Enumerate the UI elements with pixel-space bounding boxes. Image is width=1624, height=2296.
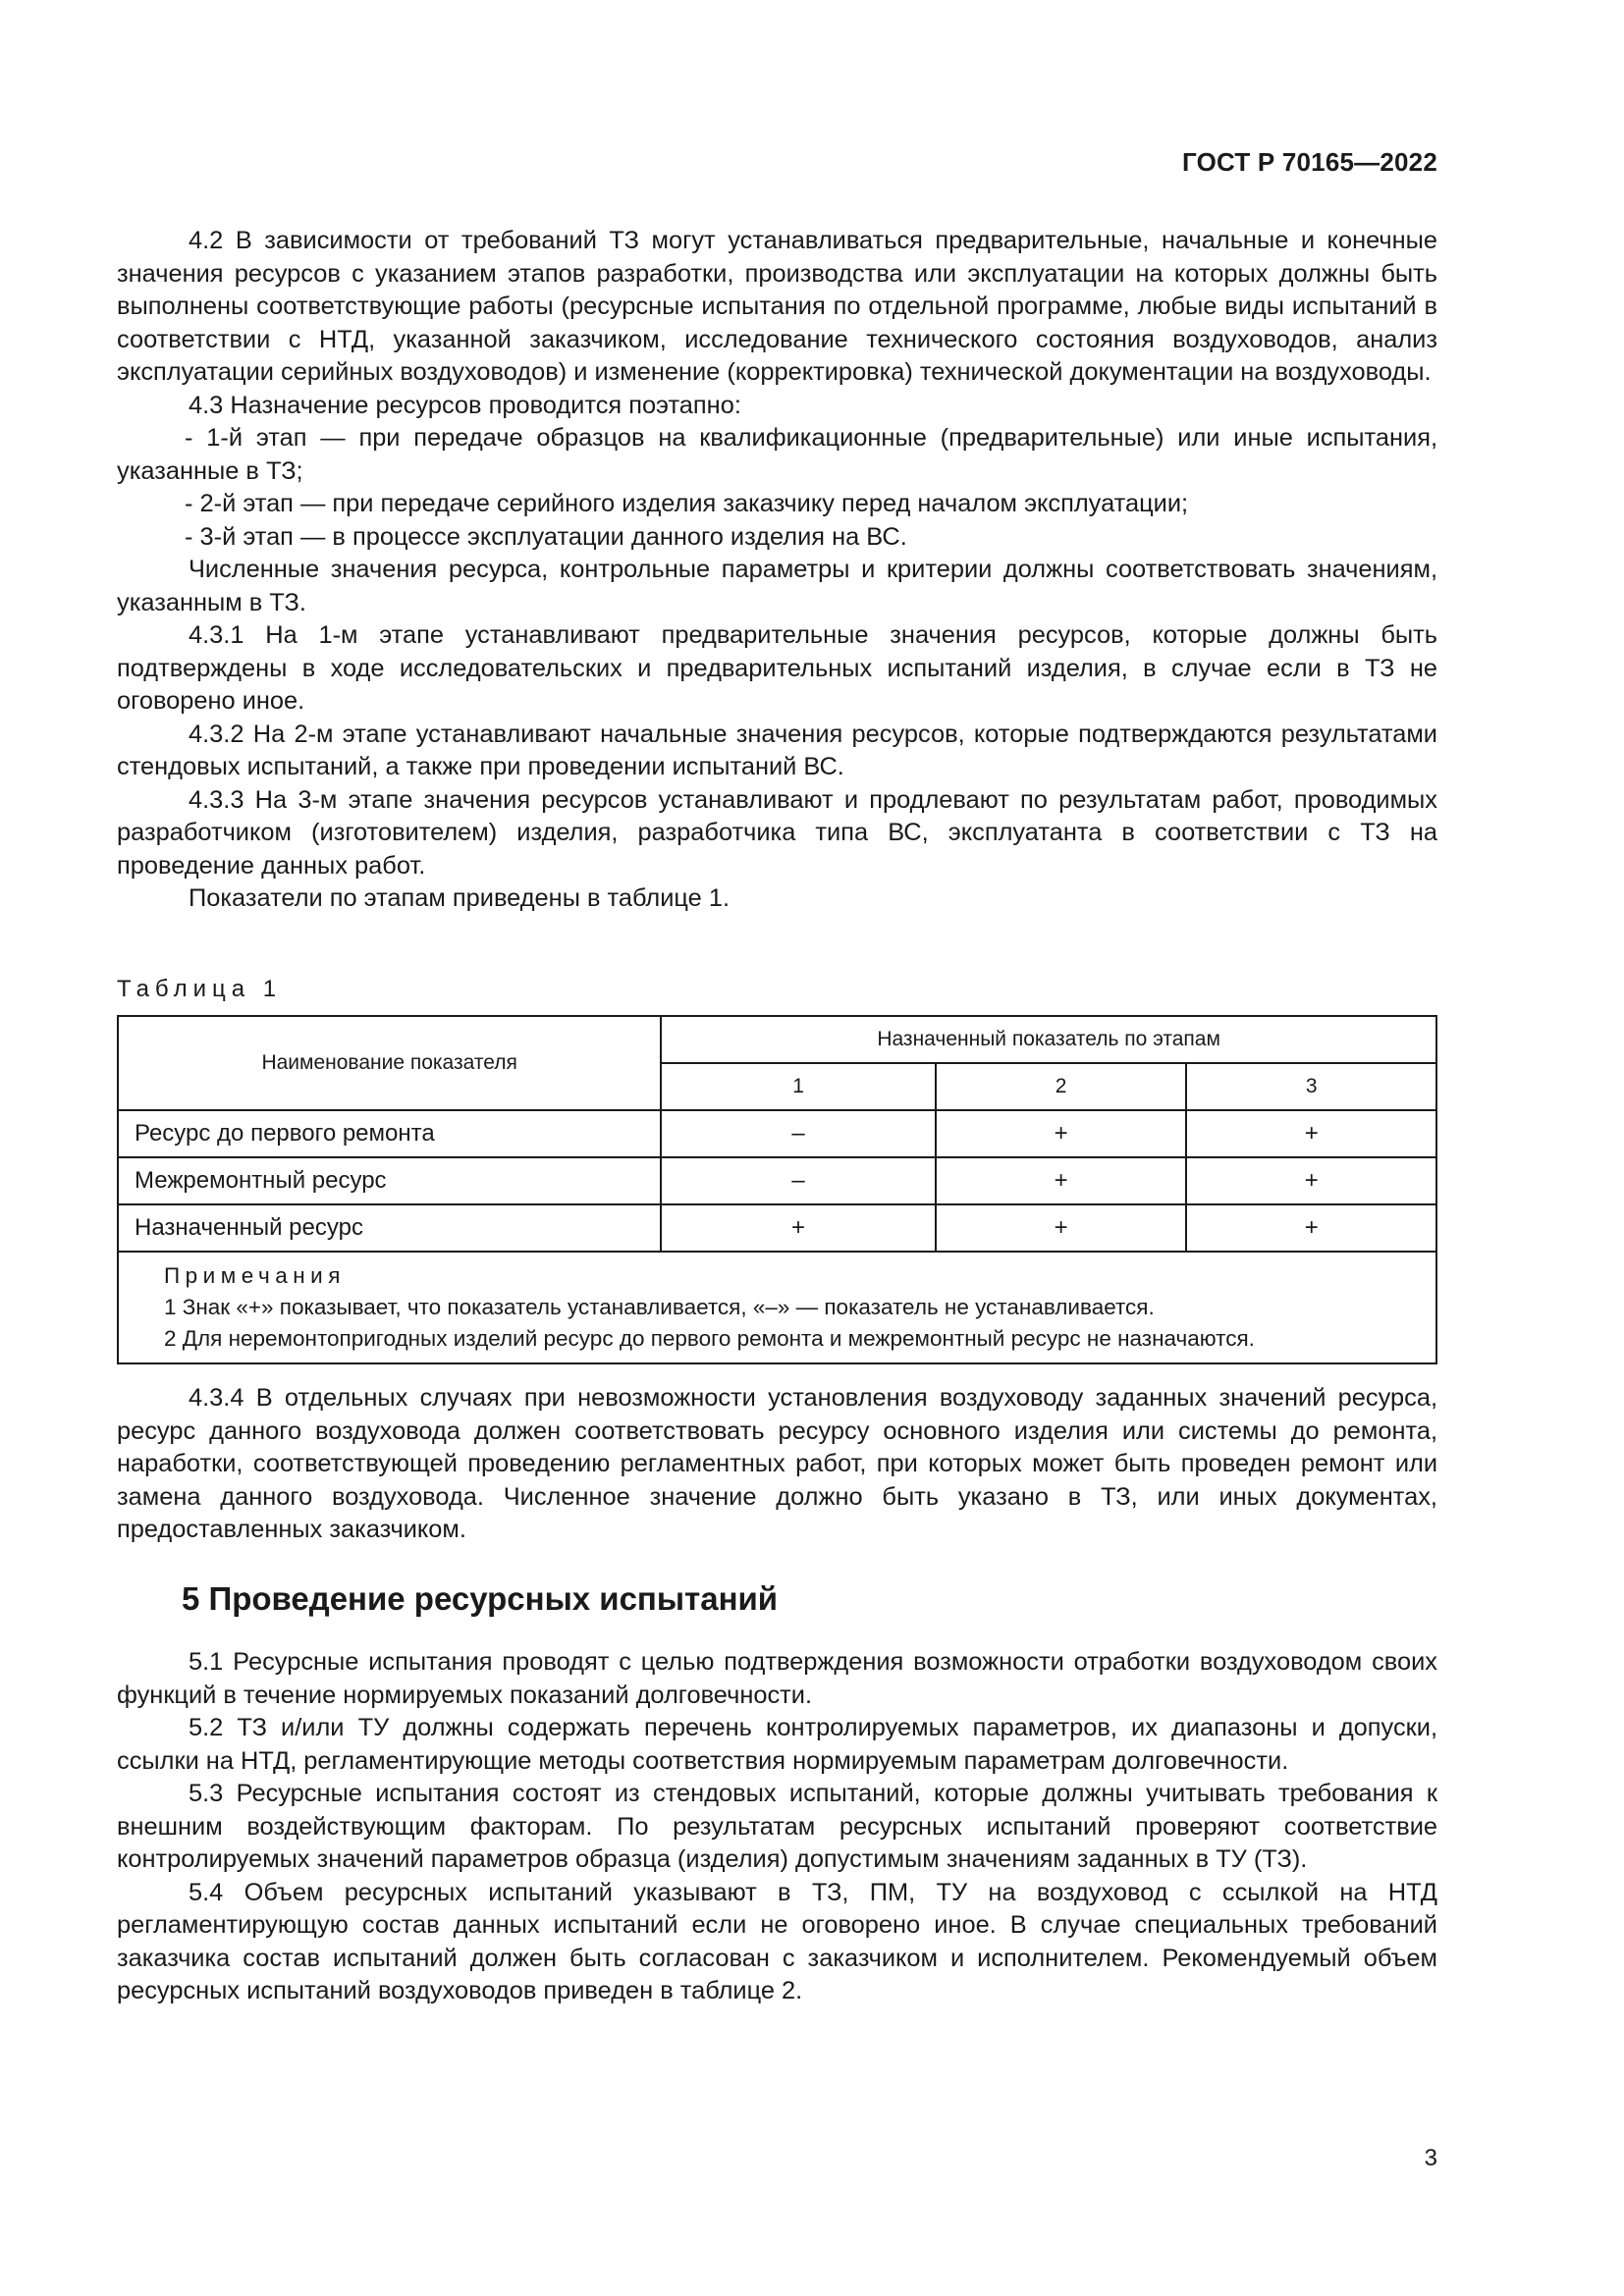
paragraph-4-3-4: 4.3.4 В отдельных случаях при невозможности установления воздуховоду заданных значений ресурса, ресурс данного воздуховода должен соответствовать ресурсу основного изделия или системы до ремонта, наработки, соответствующей проведению регламентных работ, при которых может быть проведен ремонт или замена данного воздуховода. Численное значение должно быть указано в ТЗ, или иных документах, предоставленных заказчиком. <box>117 1384 1437 1543</box>
table-header-row <box>118 1016 1436 1063</box>
paragraph-5-2: 5.2 ТЗ и/или ТУ должны содержать перечень контролируемых параметров, их диапазоны и допуски, ссылки на НТД, регламентирующие методы соответствия нормируемым параметрам долговечности. <box>117 1714 1437 1775</box>
section-5-text-block <box>117 1646 1437 2008</box>
row-value-stage-1: + <box>661 1204 936 1252</box>
row-value-stage-3: + <box>1186 1204 1436 1252</box>
row-value-stage-2: + <box>936 1157 1187 1204</box>
note-2: 2 Для неремонтопригодных изделий ресурс до первого ремонта и межремонтный ресурс не назначаются. <box>164 1326 1255 1351</box>
row-value-stage-3: + <box>1186 1110 1436 1157</box>
table-1-caption: Таблица 1 <box>117 976 283 1002</box>
paragraph-4-3-3: 4.3.3 На 3-м этапе значения ресурсов устанавливают и продлевают по результатам работ, проводимых разработчиком (изготовителем) изделия, разработчика типа ВС, эксплуатанта в соответствии с ТЗ на проведение данных работ. <box>117 785 1437 880</box>
column-header-name: Наименование показателя <box>118 1016 661 1110</box>
stage-header-1: 1 <box>661 1063 936 1110</box>
paragraph-4-3-1: 4.3.1 На 1-м этапе устанавливают предварительные значения ресурсов, которые должны быть подтверждены в ходе исследовательских и предварительных испытаний изделия, в случае если в ТЗ не оговорено иное. <box>117 621 1437 715</box>
stage-header-2: 2 <box>936 1063 1187 1110</box>
row-value-stage-2: + <box>936 1110 1187 1157</box>
row-value-stage-3: + <box>1186 1157 1436 1204</box>
section-4-text-block <box>117 225 1437 916</box>
paragraph-table-reference: Показатели по этапам приведены в таблице 1. <box>189 884 731 912</box>
table-1 <box>117 1015 1437 1364</box>
stage-1-item: - 1-й этап — при передаче образцов на квалификационные (предварительные) или иные испытания, указанные в ТЗ; <box>117 424 1437 485</box>
note-1: 1 Знак «+» показывает, что показатель устанавливается, «–» — показатель не устанавливается. <box>164 1295 1155 1319</box>
table-row <box>118 1204 1436 1252</box>
paragraph-4-2: 4.2 В зависимости от требований ТЗ могут устанавливаться предварительные, начальные и конечные значения ресурсов с указанием этапов разработки, производства или эксплуатации на которых должны быть выполнены соответствующие работы (ресурсные испытания по отдельной программе, любые виды испытаний в соответствии с НТД, указанной заказчиком, исследование технического состояния воздуховодов, анализ эксплуатации серийных воздуховодов) и изменение (корректировка) технической документации на воздуховоды. <box>117 227 1437 386</box>
row-name: Межремонтный ресурс <box>118 1157 661 1204</box>
stage-2-item: - 2-й этап — при передаче серийного изделия заказчику перед началом эксплуатации; <box>185 490 1189 517</box>
notes-title: Примечания <box>164 1263 346 1288</box>
document-code-header: ГОСТ Р 70165—2022 <box>1182 147 1437 177</box>
paragraph-5-4: 5.4 Объем ресурсных испытаний указывают в ТЗ, ПМ, ТУ на воздуховод с ссылкой на НТД регламентирующую состав данных испытаний если не оговорено иное. В случае специальных требований заказчика состав испытаний должен быть согласован с заказчиком и исполнителем. Рекомендуемый объем ресурсных испытаний воздуховодов приведен в таблице 2. <box>117 1878 1437 2004</box>
row-value-stage-1: – <box>661 1157 936 1204</box>
section-4-continued-block <box>117 1382 1437 1547</box>
table-notes-row <box>118 1252 1436 1363</box>
row-name: Назначенный ресурс <box>118 1204 661 1252</box>
row-value-stage-1: – <box>661 1110 936 1157</box>
page-number: 3 <box>1424 2145 1437 2171</box>
section-5-title: 5 Проведение ресурсных испытаний <box>182 1580 779 1617</box>
paragraph-values: Численные значения ресурса, контрольные параметры и критерии должны соответствовать значениям, указанным в ТЗ. <box>117 556 1437 616</box>
paragraph-5-1: 5.1 Ресурсные испытания проводят с целью подтверждения возможности отработки воздуховодом своих функций в течение нормируемых показаний долговечности. <box>117 1648 1437 1709</box>
table-notes <box>118 1252 1436 1363</box>
paragraph-5-3: 5.3 Ресурсные испытания состоят из стендовых испытаний, которые должны учитывать требования к внешним воздействующим факторам. По результатам ресурсных испытаний проверяют соответствие контролируемых значений параметров образца (изделия) допустимым значениям заданных в ТУ (ТЗ). <box>117 1780 1437 1873</box>
row-name: Ресурс до первого ремонта <box>118 1110 661 1157</box>
row-value-stage-2: + <box>936 1204 1187 1252</box>
column-group-header-stages: Назначенный показатель по этапам <box>661 1016 1436 1063</box>
document-page <box>117 0 1437 2296</box>
stage-header-3: 3 <box>1186 1063 1436 1110</box>
paragraph-4-3-2: 4.3.2 На 2-м этапе устанавливают начальные значения ресурсов, которые подтверждаются результатами стендовых испытаний, а также при проведении испытаний ВС. <box>117 720 1437 780</box>
stage-3-item: - 3-й этап — в процессе эксплуатации данного изделия на ВС. <box>185 522 907 551</box>
table-row <box>118 1110 1436 1157</box>
table-row <box>118 1157 1436 1204</box>
paragraph-4-3: 4.3 Назначение ресурсов проводится поэтапно: <box>189 391 741 419</box>
